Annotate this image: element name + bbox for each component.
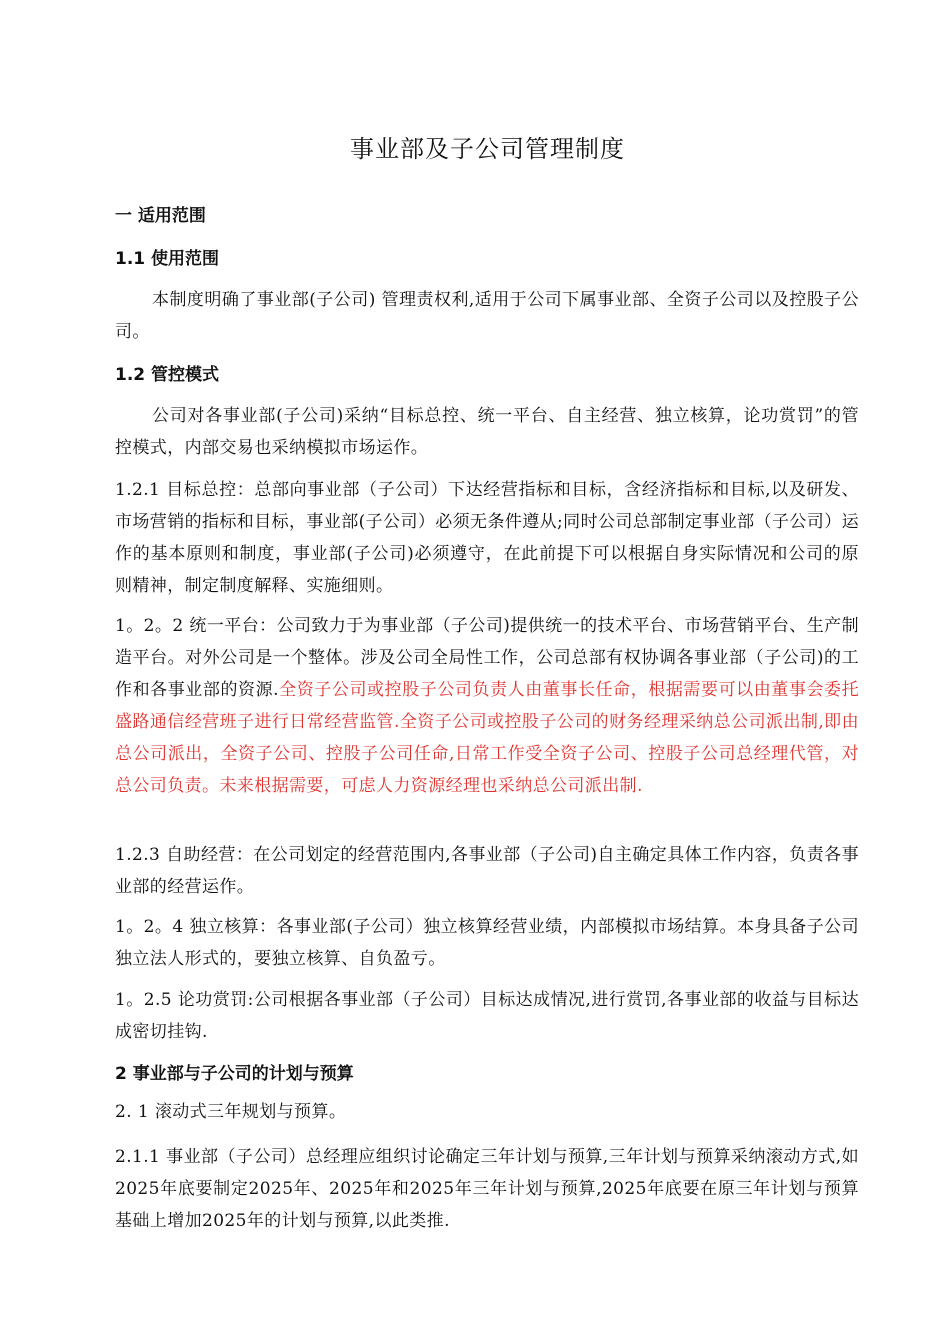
section-1-2-2-paragraph — [115, 610, 859, 802]
section-1-1-heading: 1.1 使用范围 — [115, 249, 220, 269]
document-title: 事业部及子公司管理制度 — [350, 135, 625, 163]
section-1-2-2-highlighted-text: 全资子公司或控股子公司负责人由董事长任命，根据需要可以由董事会委托盛路通信经营班子进行日常经营监管.全资子公司或控股子公司的财务经理采纳总公司派出制,即由总公司派出，全资子公司、控股子公司任命,日常工作受全资子公司、控股子公司总经理代管，对总公司负责。未来根据需要，可虑人力资源经理也采纳总公司派出制. — [115, 680, 860, 796]
section-1-2-paragraph: 公司对各事业部(子公司)采纳“目标总控、统一平台、自主经营、独立核算，论功赏罚”的管控模式，内部交易也采纳模拟市场运作。 — [115, 406, 859, 458]
section-1-2-1-paragraph: 1.2.1 目标总控：总部向事业部（子公司）下达经营指标和目标，含经济指标和目标,以及研发、市场营销的指标和目标，事业部(子公司）必须无条件遵从;同时公司总部制定事业部（子公司）运作的基本原则和制度，事业部(子公司)必须遵守，在此前提下可以根据自身实际情况和公司的原则精神，制定制度解释、实施细则。 — [115, 480, 859, 596]
section-1-2-5-paragraph: 1。2.5 论功赏罚:公司根据各事业部（子公司）目标达成情况,进行赏罚,各事业部的收益与目标达成密切挂钩. — [115, 990, 859, 1042]
section-2-heading: 2 事业部与子公司的计划与预算 — [115, 1064, 354, 1084]
section-2-1-1-paragraph: 2.1.1 事业部（子公司）总经理应组织讨论确定三年计划与预算,三年计划与预算采纳滚动方式,如2025年底要制定2025年、2025年和2025年三年计划与预算,2025年底要在原三年计划与预算基础上增加2025年的计划与预算,以此类推. — [115, 1147, 859, 1231]
section-1-2-heading: 1.2 管控模式 — [115, 365, 220, 385]
section-1-1-paragraph: 本制度明确了事业部(子公司) 管理责权利,适用于公司下属事业部、全资子公司以及控股子公司。 — [115, 290, 859, 342]
section-1-2-4-paragraph: 1。2。4 独立核算：各事业部(子公司）独立核算经营业绩，内部模拟市场结算。本身具备子公司独立法人形式的，要独立核算、自负盈亏。 — [115, 917, 859, 969]
section-1-2-2-text: 1。2。2 统一平台：公司致力于为事业部（子公司)提供统一的技术平台、市场营销平台、生产制造平台。对外公司是一个整体。涉及公司全局性工作，公司总部有权协调各事业部（子公司)的工作和各事业部的资源. — [115, 616, 859, 700]
section-1-2-3-paragraph: 1.2.3 自助经营：在公司划定的经营范围内,各事业部（子公司)自主确定具体工作内容，负责各事业部的经营运作。 — [115, 845, 859, 897]
section-1-heading: 一 适用范围 — [115, 206, 206, 226]
section-2-1-paragraph: 2. 1 滚动式三年规划与预算。 — [115, 1102, 347, 1122]
